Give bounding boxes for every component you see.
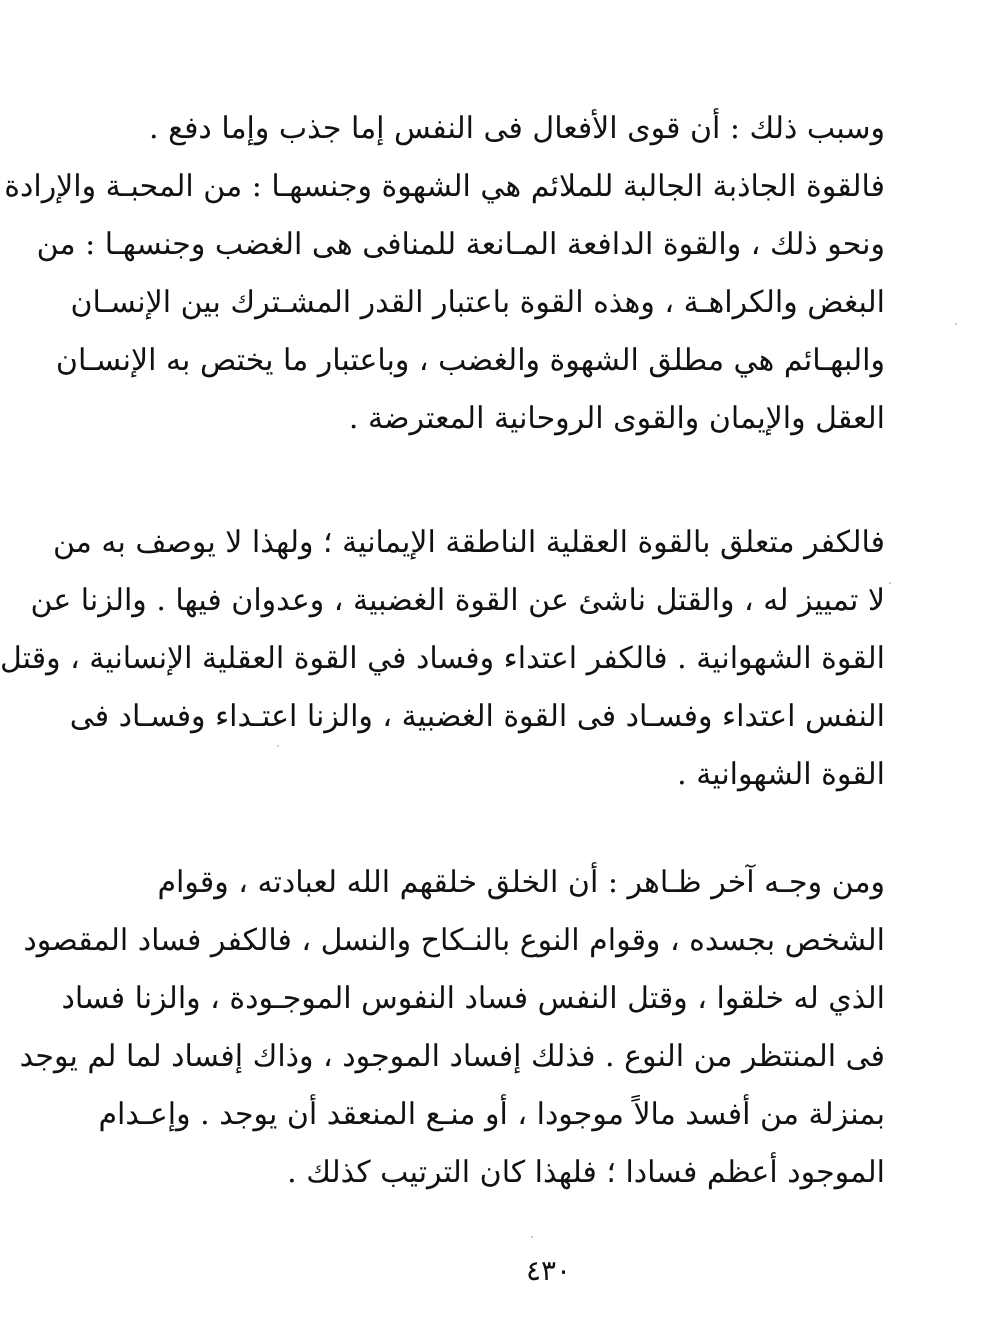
paragraph-1 [4,100,885,448]
text-line: فالقوة الجاذبة الجالبة للملائم هي الشهوة وجنسهـا : من المحبـة والإرادة [4,169,885,204]
scan-speck [889,582,891,584]
text-line: فى المنتظر من النوع . فذلك إفساد الموجود ، وذاك إفساد لما لم يوجد [19,1039,885,1074]
text-line: الموجود أعظم فسادا ؛ فلهذا كان الترتيب كذلك . [287,1155,885,1190]
scan-speck [955,323,957,325]
page-number: ٤٣٠ [525,1254,572,1287]
text-line: ونحو ذلك ، والقوة الدافعة المـانعة للمنافى هى الغضب وجنسهـا : من [36,227,885,262]
text-line: النفس اعتداء وفسـاد فى القوة الغضبية ، والزنا اعتـداء وفسـاد فى [69,699,885,734]
text-line: لا تمييز له ، والقتل ناشئ عن القوة الغضبية ، وعدوان فيها . والزنا عن [30,583,885,618]
paragraph-3 [19,854,885,1202]
text-line: القوة الشهوانية . فالكفر اعتداء وفساد في القوة العقلية الإنسانية ، وقتل [0,641,885,676]
text-line: البغض والكراهـة ، وهذه القوة باعتبار القدر المشـترك بين الإنسـان [70,285,885,320]
text-line: والبهـائم هي مطلق الشهوة والغضب ، وباعتبار ما يختص به الإنسـان [55,343,885,378]
text-line: القوة الشهوانية . [677,757,885,792]
scan-speck [277,745,279,747]
scan-speck [531,1236,533,1238]
text-line: فالكفر متعلق بالقوة العقلية الناطقة الإيمانية ؛ ولهذا لا يوصف به من [52,525,885,560]
text-line: الذي له خلقوا ، وقتل النفس فساد النفوس الموجـودة ، والزنا فساد [61,981,885,1016]
text-line: ومن وجـه آخر ظـاهر : أن الخلق خلقهم الله لعبادته ، وقوام [157,865,885,900]
paragraph-2 [0,514,885,804]
text-line: بمنزلة من أفسد مالاً موجودا ، أو منـع المنعقد أن يوجد . وإعـدام [98,1097,885,1132]
text-line: العقل والإيمان والقوى الروحانية المعترضة . [348,401,885,436]
text-line: وسبب ذلك : أن قوى الأفعال فى النفس إما جذب وإما دفع . [149,111,885,146]
text-line: الشخص بجسده ، وقوام النوع بالنـكاح والنسل ، فالكفر فساد المقصود [23,923,885,958]
